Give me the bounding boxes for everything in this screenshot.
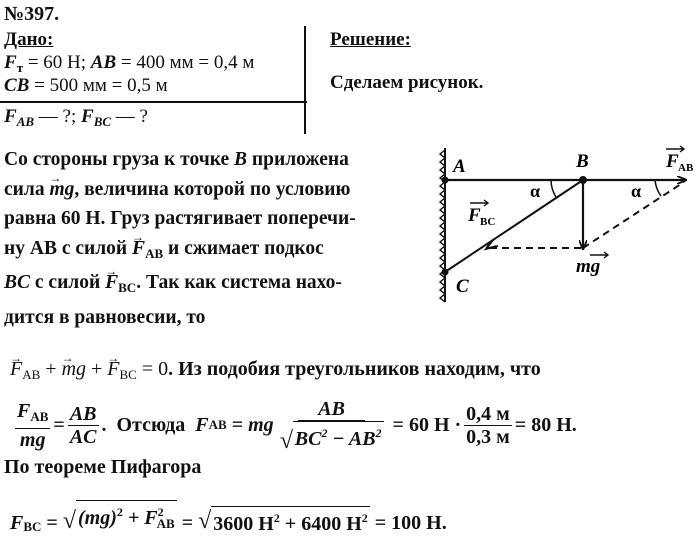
solution-intro: Сделаем рисунок.	[330, 72, 484, 93]
wall	[440, 148, 445, 302]
svg-text:BC: BC	[480, 216, 496, 228]
paragraph-line-5: BC с силой → $F_{BC}$. Так как система нахо-	[4, 268, 356, 303]
label-a: A	[453, 156, 466, 177]
point-c	[442, 269, 449, 276]
label-f-ab: F	[666, 151, 679, 172]
angle-arc-2	[655, 180, 661, 196]
fraction-ab-ac: $\frac{AB}{AC}$	[69, 402, 97, 448]
solution-paragraph	[4, 145, 356, 332]
pythagoras-equation: F BC = √ $(mg)^2 + F^2_{AB}$ = √ 3600 $Н^2 + 6400$ $Н^2$ = 100 Н.	[10, 500, 447, 535]
similarity-equation: $\frac{F_{AB}}{mg}$ = $\frac{AB}{AC}$ . Отсюда F AB = mg $\frac{AB}{√ BC^2 - AB^2}$ = 60 Н · $\frac{0,4 м}{0,3 м}$ = 80 Н.	[17, 398, 577, 454]
paragraph-line-3: равна 60 Н. Груз растягивает поперечи-	[4, 208, 356, 229]
given-line-1: $F_т = 60$ Н; AB = 400 мм = 0,4 м	[4, 52, 255, 75]
given-line-2: CB = 500 мм = 0,5 м	[4, 75, 168, 96]
label-alpha-2: α	[631, 181, 642, 201]
problem-number: №397.	[4, 3, 60, 25]
fraction-lengths: $\frac{0,4 м}{0,3 м}$	[466, 402, 510, 448]
paragraph-line-4: ну AB с силой → $F_{AB}$ и сжимает подкос	[4, 234, 356, 269]
find-line: $F_{AB}$ — ?; $F_{BC}$ — ?	[4, 106, 148, 129]
paragraph-line-2: сила → mg, величина которой по условию	[4, 175, 356, 205]
label-b: B	[576, 151, 589, 172]
angle-arc-1	[551, 180, 556, 197]
sqrt-forces: $(mg)^2 + F^2_{AB}$	[76, 500, 177, 535]
label-c: C	[456, 276, 469, 297]
paragraph-line-1: Со стороны груза к точке B приложена	[4, 149, 349, 170]
force-symbol: F	[4, 52, 17, 73]
given-heading: Дано:	[4, 29, 54, 50]
sqrt-values: 3600 $Н^2 + 6400$ $Н^2$	[211, 506, 370, 535]
paragraph-line-6: дится в равновесии, то	[4, 306, 206, 328]
label-alpha-1: α	[530, 181, 541, 201]
fraction-ab-sqrt: $\frac{AB}{√ BC^2 - AB^2}$	[279, 398, 382, 454]
fraction-fab-mg: $\frac{F_{AB}}{mg}$	[17, 399, 49, 451]
solution-heading: Решение:	[330, 29, 411, 50]
given-vertical-rule	[304, 26, 306, 134]
given-divider	[0, 101, 307, 103]
svg-text:AB: AB	[678, 162, 694, 174]
point-a	[442, 177, 449, 184]
point-b	[579, 176, 587, 184]
label-f-bc: F	[468, 205, 481, 226]
force-diagram	[430, 140, 700, 305]
pythagoras-label: По теореме Пифагора	[4, 456, 202, 478]
label-mg: mg	[576, 256, 601, 277]
equilibrium-equation: → $F_{AB}$ + → mg + → $F_{BC} = 0$. Из подобия треугольников находим, что	[10, 357, 541, 387]
